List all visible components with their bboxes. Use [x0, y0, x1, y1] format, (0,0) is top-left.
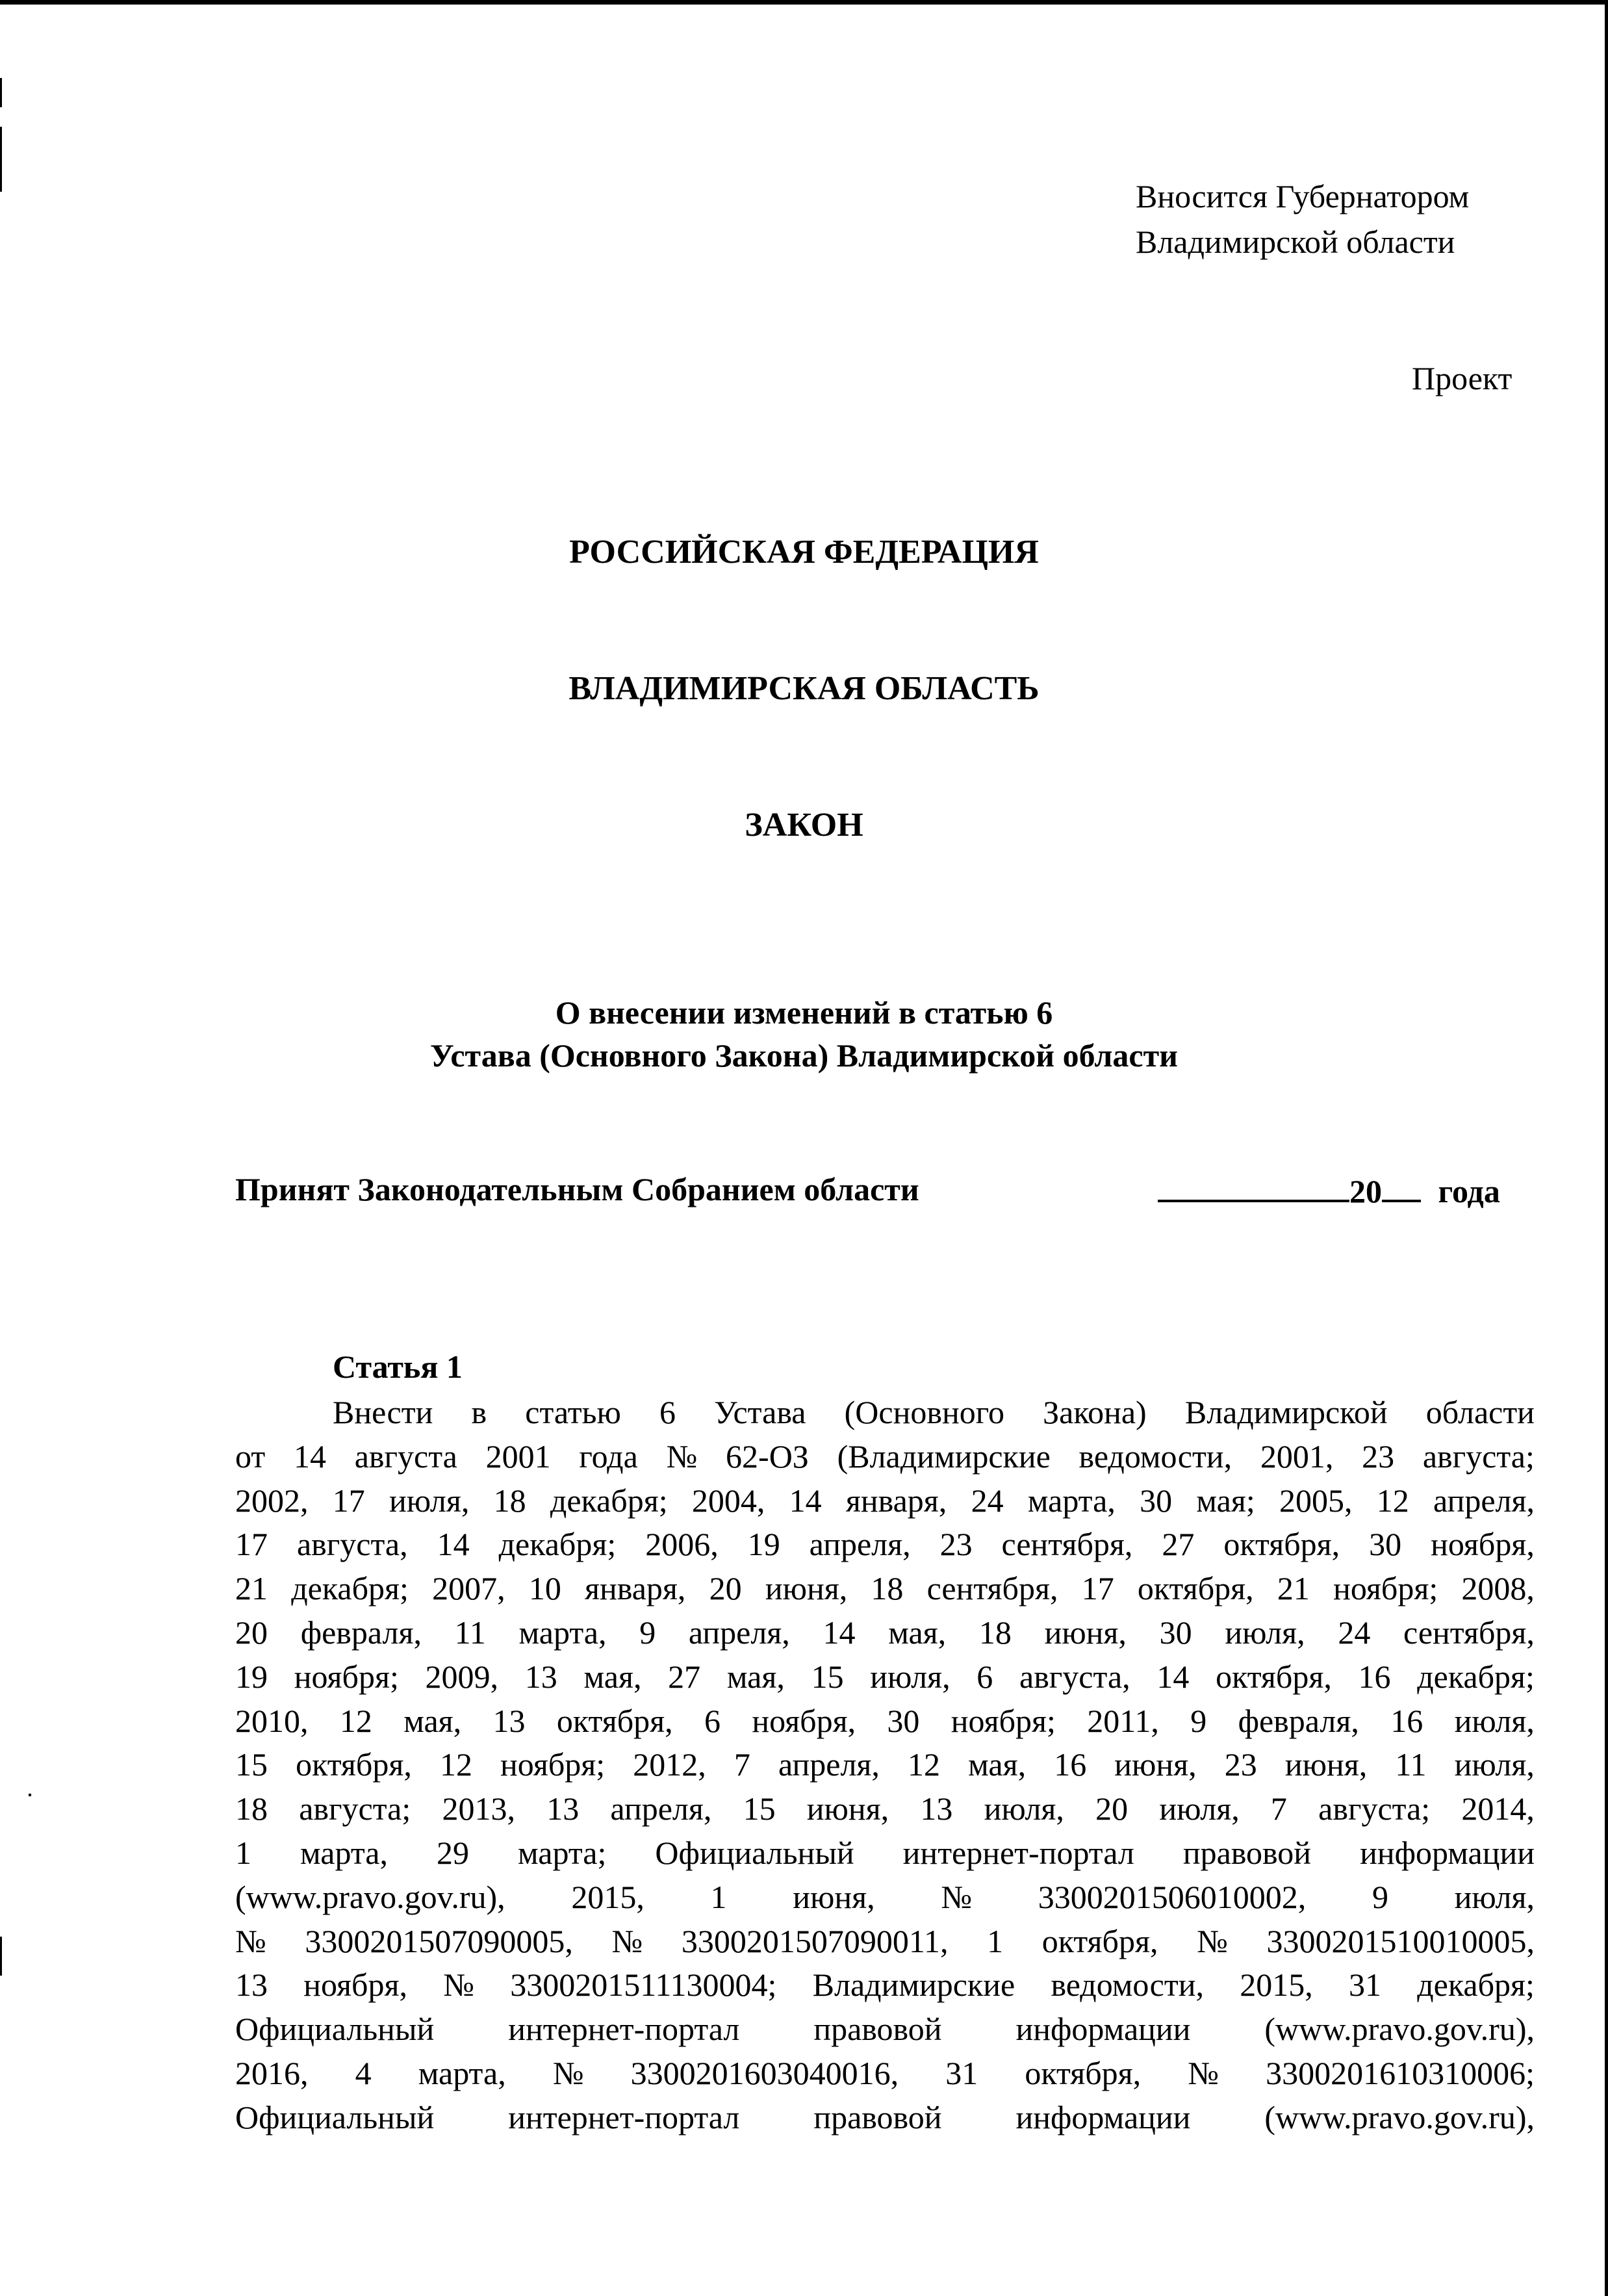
word: апреля,	[1433, 1482, 1535, 1519]
article-text-line	[235, 1965, 1535, 2004]
word: 3300201511130004;	[510, 1967, 777, 2003]
word: Устава	[714, 1394, 806, 1430]
word: 18	[978, 1614, 1012, 1651]
word: октября,	[296, 1746, 412, 1783]
word: октября,	[1223, 1526, 1340, 1562]
word: марта,	[518, 1614, 607, 1651]
draft-label: Проект	[1412, 360, 1512, 396]
word: мая,	[968, 1746, 1027, 1783]
word: 24	[971, 1482, 1004, 1519]
word: 16	[1054, 1746, 1087, 1783]
word: июля,	[389, 1482, 470, 1519]
word: 6	[659, 1394, 676, 1430]
word: марта,	[418, 2055, 506, 2091]
word: 24	[1338, 1614, 1371, 1651]
word: 10	[528, 1570, 561, 1606]
word: 16	[1390, 1703, 1423, 1739]
word: 17	[235, 1526, 268, 1562]
word: 15	[743, 1790, 776, 1827]
word: сентября,	[926, 1570, 1058, 1606]
word: (www.pravo.gov.ru),	[1264, 2011, 1535, 2047]
word: ноября;	[500, 1746, 606, 1783]
article-heading: Статья 1	[333, 1348, 463, 1385]
word: 2001,	[1260, 1438, 1334, 1475]
word: 21	[1277, 1570, 1310, 1606]
word: года	[579, 1438, 638, 1475]
word: августа;	[1422, 1438, 1535, 1475]
word: 30	[1159, 1614, 1192, 1651]
scan-border-right	[1605, 0, 1608, 2296]
word: ведомости,	[1078, 1438, 1232, 1475]
article-text-line	[235, 1789, 1535, 1828]
word: 13	[546, 1790, 580, 1827]
word: 31	[945, 2055, 978, 2091]
word: 1	[710, 1879, 727, 1915]
word: 2012,	[633, 1746, 706, 1783]
word: 2016,	[235, 2055, 309, 2091]
word: 3300201603040016,	[630, 2055, 899, 2091]
word: 2008,	[1461, 1570, 1535, 1606]
adoption-date	[1158, 1170, 1500, 1211]
word: апреля,	[688, 1614, 790, 1651]
scan-edge-mark	[0, 127, 2, 192]
word: июня,	[1114, 1746, 1197, 1783]
scan-speck	[29, 1794, 31, 1796]
word: июля,	[1159, 1790, 1240, 1827]
article-text-line	[235, 1525, 1535, 1564]
date-blank-year	[1382, 1170, 1421, 1202]
word: 31	[1348, 1967, 1381, 2003]
word: сентября,	[1403, 1614, 1535, 1651]
word: 21	[235, 1570, 268, 1606]
word: №	[941, 1879, 973, 1915]
word: 1	[235, 1835, 251, 1871]
word: 2013,	[442, 1790, 515, 1827]
word: сентября,	[1001, 1526, 1133, 1562]
word: Официальный	[235, 2099, 435, 2135]
word: 18	[871, 1570, 904, 1606]
article-text-line	[235, 1613, 1535, 1652]
word: Владимирские	[812, 1967, 1015, 2003]
word: 17	[1081, 1570, 1114, 1606]
word: 20	[1095, 1790, 1129, 1827]
word: ноября;	[951, 1703, 1056, 1739]
scan-border-top	[0, 0, 1608, 5]
word: ноября;	[294, 1658, 399, 1695]
word: (Основного	[844, 1394, 1004, 1430]
word: Закона)	[1043, 1394, 1147, 1430]
word: декабря;	[1417, 1967, 1535, 2003]
article-text-line	[235, 2009, 1535, 2048]
word: 12	[1376, 1482, 1409, 1519]
word: Владимирской	[1184, 1394, 1388, 1430]
word: июля,	[1454, 1879, 1535, 1915]
word: 3300201507090011,	[681, 1923, 949, 1959]
word: 14	[293, 1438, 326, 1475]
word: октября,	[1137, 1570, 1254, 1606]
word: 30	[1369, 1526, 1402, 1562]
word: июня,	[765, 1570, 848, 1606]
word: 13	[235, 1967, 268, 2003]
article-text-line	[235, 1745, 1535, 1784]
word: 62-ОЗ	[726, 1438, 809, 1475]
article-text-line	[235, 1701, 1535, 1740]
article-text-line	[235, 1833, 1535, 1872]
word: мая,	[583, 1658, 642, 1695]
word: 19	[235, 1658, 268, 1695]
word: области	[1425, 1394, 1535, 1430]
word: марта;	[518, 1835, 607, 1871]
article-text-line	[235, 2054, 1535, 2093]
word: 18	[235, 1790, 268, 1827]
word: августа,	[1019, 1658, 1130, 1695]
word: №	[552, 2055, 584, 2091]
word: марта,	[300, 1835, 388, 1871]
word: июля,	[984, 1790, 1064, 1827]
word: декабря;	[291, 1570, 409, 1606]
word: (www.pravo.gov.ru),	[235, 1879, 505, 1915]
word: 2011,	[1087, 1703, 1159, 1739]
article-text-line	[235, 1481, 1535, 1520]
word: 23	[1224, 1746, 1257, 1783]
word: 9	[1372, 1879, 1388, 1915]
word: №	[666, 1438, 698, 1475]
word: правовой	[813, 2099, 942, 2135]
word: 7	[734, 1746, 750, 1783]
word: 2015,	[1240, 1967, 1313, 2003]
word: (Владимирские	[837, 1438, 1051, 1475]
article-text-line	[235, 2098, 1535, 2137]
word: октября,	[1216, 1658, 1332, 1695]
word: августа;	[1318, 1790, 1431, 1827]
word: января,	[845, 1482, 947, 1519]
word: августа,	[296, 1526, 408, 1562]
word: 20	[235, 1614, 268, 1651]
word: 18	[493, 1482, 526, 1519]
word: №	[1188, 2055, 1219, 2091]
word: 3300201610310006;	[1266, 2055, 1535, 2091]
word: 20	[709, 1570, 742, 1606]
word: июня,	[806, 1790, 889, 1827]
word: 4	[355, 2055, 372, 2091]
word: 3300201510010005,	[1266, 1923, 1535, 1959]
word: 2007,	[432, 1570, 505, 1606]
word: 2002,	[235, 1482, 309, 1519]
word: 15	[811, 1658, 844, 1695]
word: октября,	[1041, 1923, 1158, 1959]
word: 19	[747, 1526, 780, 1562]
word: №	[611, 1923, 643, 1959]
word: 14	[823, 1614, 856, 1651]
word: 2009,	[425, 1658, 499, 1695]
word: июня,	[1284, 1746, 1368, 1783]
scan-edge-mark	[0, 1937, 2, 1976]
word: 2014,	[1461, 1790, 1535, 1827]
word: октября,	[1025, 2055, 1142, 2091]
word: 23	[1362, 1438, 1395, 1475]
date-blank-day-month	[1158, 1170, 1349, 1202]
word: декабря;	[1417, 1658, 1535, 1695]
word: 12	[908, 1746, 940, 1783]
word: статью	[525, 1394, 621, 1430]
word: января,	[585, 1570, 686, 1606]
word: 15	[235, 1746, 268, 1783]
article-text-line	[235, 1922, 1535, 1961]
word: Внести	[333, 1394, 433, 1430]
word: интернет-портал	[508, 2099, 740, 2135]
word: 14	[437, 1526, 470, 1562]
word: 12	[339, 1703, 372, 1739]
word: Официальный	[235, 2011, 435, 2047]
word: интернет-портал	[508, 2011, 740, 2047]
word: августа	[354, 1438, 457, 1475]
word: 2010,	[235, 1703, 309, 1739]
word: Официальный	[655, 1835, 854, 1871]
word: 2006,	[645, 1526, 719, 1562]
word: 14	[789, 1482, 822, 1519]
word: 2005,	[1279, 1482, 1353, 1519]
word: 1	[987, 1923, 1004, 1959]
word: №	[443, 1967, 474, 2003]
heading-region: ВЛАДИМИРСКАЯ ОБЛАСТЬ	[568, 670, 1040, 707]
heading-country: РОССИЙСКАЯ ФЕДЕРАЦИЯ	[569, 534, 1039, 571]
word: информации	[1360, 1835, 1535, 1871]
word: 9	[1190, 1703, 1207, 1739]
word: ноября,	[303, 1967, 407, 2003]
word: 2001	[485, 1438, 551, 1475]
word: 14	[1156, 1658, 1190, 1695]
word: декабря;	[550, 1482, 668, 1519]
word: августа;	[299, 1790, 411, 1827]
word: 23	[939, 1526, 973, 1562]
word: февраля,	[300, 1614, 422, 1651]
submitted-by-line2: Владимирской области	[1136, 224, 1455, 260]
word: 2015,	[571, 1879, 644, 1915]
word: 6	[976, 1658, 993, 1695]
word: апреля,	[610, 1790, 712, 1827]
word: №	[235, 1923, 266, 1959]
word: 3300201507090005,	[305, 1923, 573, 1959]
word: правовой	[813, 2011, 942, 2047]
word: 13	[920, 1790, 953, 1827]
word: 30	[887, 1703, 920, 1739]
word: правовой	[1182, 1835, 1312, 1871]
word: 30	[1140, 1482, 1173, 1519]
word: 17	[332, 1482, 365, 1519]
word: ноября,	[1431, 1526, 1535, 1562]
law-title-line1: О внесении изменений в статью 6	[555, 994, 1053, 1031]
word: июля,	[870, 1658, 951, 1695]
word: июля,	[1454, 1746, 1535, 1783]
article-text-line	[235, 1657, 1535, 1696]
word: информации	[1015, 2099, 1191, 2135]
word: мая,	[403, 1703, 462, 1739]
article-text-line	[235, 1877, 1535, 1916]
word: в	[471, 1394, 487, 1430]
law-title-line2: Устава (Основного Закона) Владимирской области	[430, 1037, 1178, 1074]
word: июня,	[1044, 1614, 1127, 1651]
word: интернет-портал	[902, 1835, 1134, 1871]
word: 6	[704, 1703, 721, 1739]
word: 29	[437, 1835, 469, 1871]
word: апреля,	[809, 1526, 911, 1562]
word: мая,	[726, 1658, 785, 1695]
word: 16	[1358, 1658, 1391, 1695]
word: 12	[439, 1746, 472, 1783]
word: октября,	[556, 1703, 673, 1739]
word: ноября,	[752, 1703, 856, 1739]
word: 27	[668, 1658, 701, 1695]
word: 9	[639, 1614, 656, 1651]
word: мая,	[888, 1614, 947, 1651]
year-suffix: года	[1438, 1173, 1500, 1209]
word: 13	[524, 1658, 557, 1695]
word: 2004,	[691, 1482, 765, 1519]
word: мая;	[1196, 1482, 1255, 1519]
word: ноября;	[1333, 1570, 1438, 1606]
scan-edge-mark	[0, 78, 2, 107]
word: информации	[1015, 2011, 1191, 2047]
word: февраля,	[1238, 1703, 1359, 1739]
word: 7	[1270, 1790, 1287, 1827]
word: июля,	[1454, 1703, 1535, 1739]
word: декабря;	[498, 1526, 617, 1562]
word: июня,	[793, 1879, 875, 1915]
word: №	[1197, 1923, 1228, 1959]
heading-doc-type: ЗАКОН	[745, 806, 863, 844]
year-prefix: 20	[1349, 1173, 1382, 1209]
article-text-line	[235, 1437, 1535, 1476]
adoption-label: Принят Законодательным Собранием области	[235, 1171, 919, 1207]
submitted-by-line1: Вносится Губернатором	[1136, 178, 1470, 214]
word: 3300201506010002,	[1038, 1879, 1307, 1915]
word: 11	[1395, 1746, 1427, 1783]
word: 13	[492, 1703, 526, 1739]
word: 27	[1162, 1526, 1195, 1562]
word: 11	[454, 1614, 486, 1651]
word: марта,	[1027, 1482, 1116, 1519]
word: июля,	[1225, 1614, 1305, 1651]
word: от	[235, 1438, 266, 1475]
word: (www.pravo.gov.ru),	[1264, 2099, 1535, 2135]
article-text-line	[333, 1393, 1535, 1432]
article-text-line	[235, 1569, 1535, 1608]
word: ведомости,	[1051, 1967, 1204, 2003]
word: апреля,	[778, 1746, 880, 1783]
